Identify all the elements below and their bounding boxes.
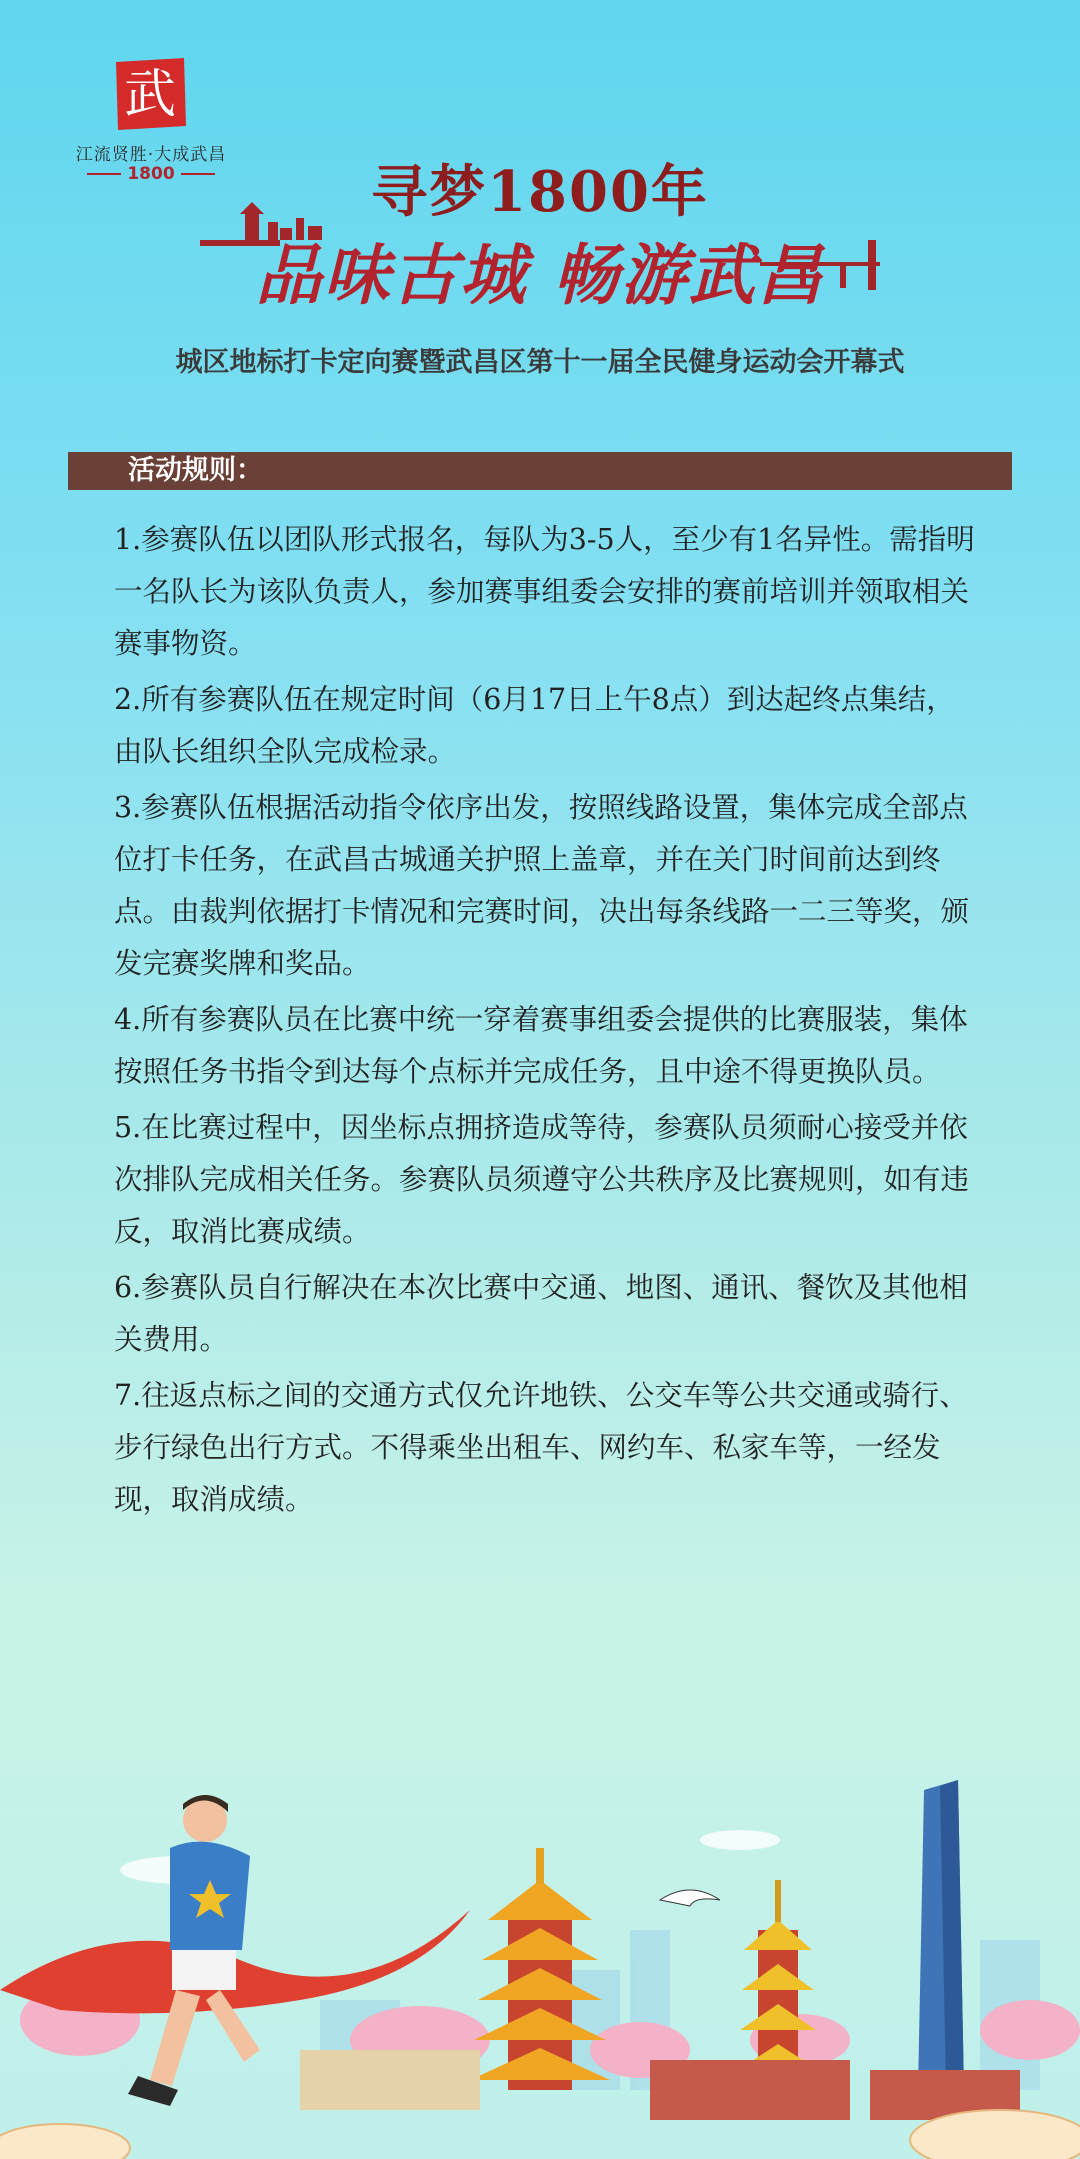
city-illustration [0, 1760, 1080, 2159]
rule-item: 6.参赛队员自行解决在本次比赛中交通、地图、通讯、餐饮及其他相关费用。 [114, 1271, 968, 1356]
rule-item: 1.参赛队伍以团队形式报名，每队为3-5人，至少有1名异性。需指明一名队长为该队负责人，参加赛事组委会安排的赛前培训并领取相关赛事物资。 [114, 523, 975, 660]
seal-logo-icon [110, 54, 190, 134]
logo-slogan: 江流贤胜·大成武昌 [75, 145, 227, 165]
subtitle: 城区地标打卡定向赛暨武昌区第十一届全民健身运动会开幕式 [175, 347, 905, 378]
rule-item: 2.所有参赛队伍在规定时间（6月17日上午8点）到达起终点集结，由队长组织全队完成检录。 [114, 683, 955, 768]
skyscraper-icon [918, 1780, 964, 2090]
rule-item: 3.参赛队伍根据活动指令依序出发，按照线路设置，集体完成全部点位打卡任务，在武昌古城通关护照上盖章，并在关门时间前达到终点。由裁判依据打卡情况和完赛时间，决出每条线路一二三等奖，颁发完赛奖牌和奖品。 [114, 791, 970, 980]
crane-bird-icon [660, 1890, 720, 1906]
slogan-title: 品味古城 畅游武昌 [255, 236, 825, 314]
rule-item: 7.往返点标之间的交通方式仅允许地铁、公交车等公共交通或骑行、步行绿色出行方式。不得乘坐出租车、网约车、私家车等，一经发现，取消成绩。 [114, 1379, 968, 1516]
svg-text:武: 武 [123, 65, 177, 125]
logo-year: 1800 [56, 164, 246, 184]
rules-header-bar [68, 452, 1012, 490]
building-icon [300, 2050, 1020, 2120]
rules-list [114, 514, 980, 1530]
rule-item: 5.在比赛过程中，因坐标点拥挤造成等待，参赛队员须耐心接受并依次排队完成相关任务。参赛队员须遵守公共秩序及比赛规则，如有违反，取消比赛成绩。 [114, 1111, 970, 1248]
rule-item: 4.所有参赛队员在比赛中统一穿着赛事组委会提供的比赛服装，集体按照任务书指令到达每个点标并完成任务，且中途不得更换队员。 [114, 1003, 968, 1088]
page-title: 寻梦1800年 [371, 159, 709, 225]
rules-heading: 活动规则： [128, 455, 263, 486]
